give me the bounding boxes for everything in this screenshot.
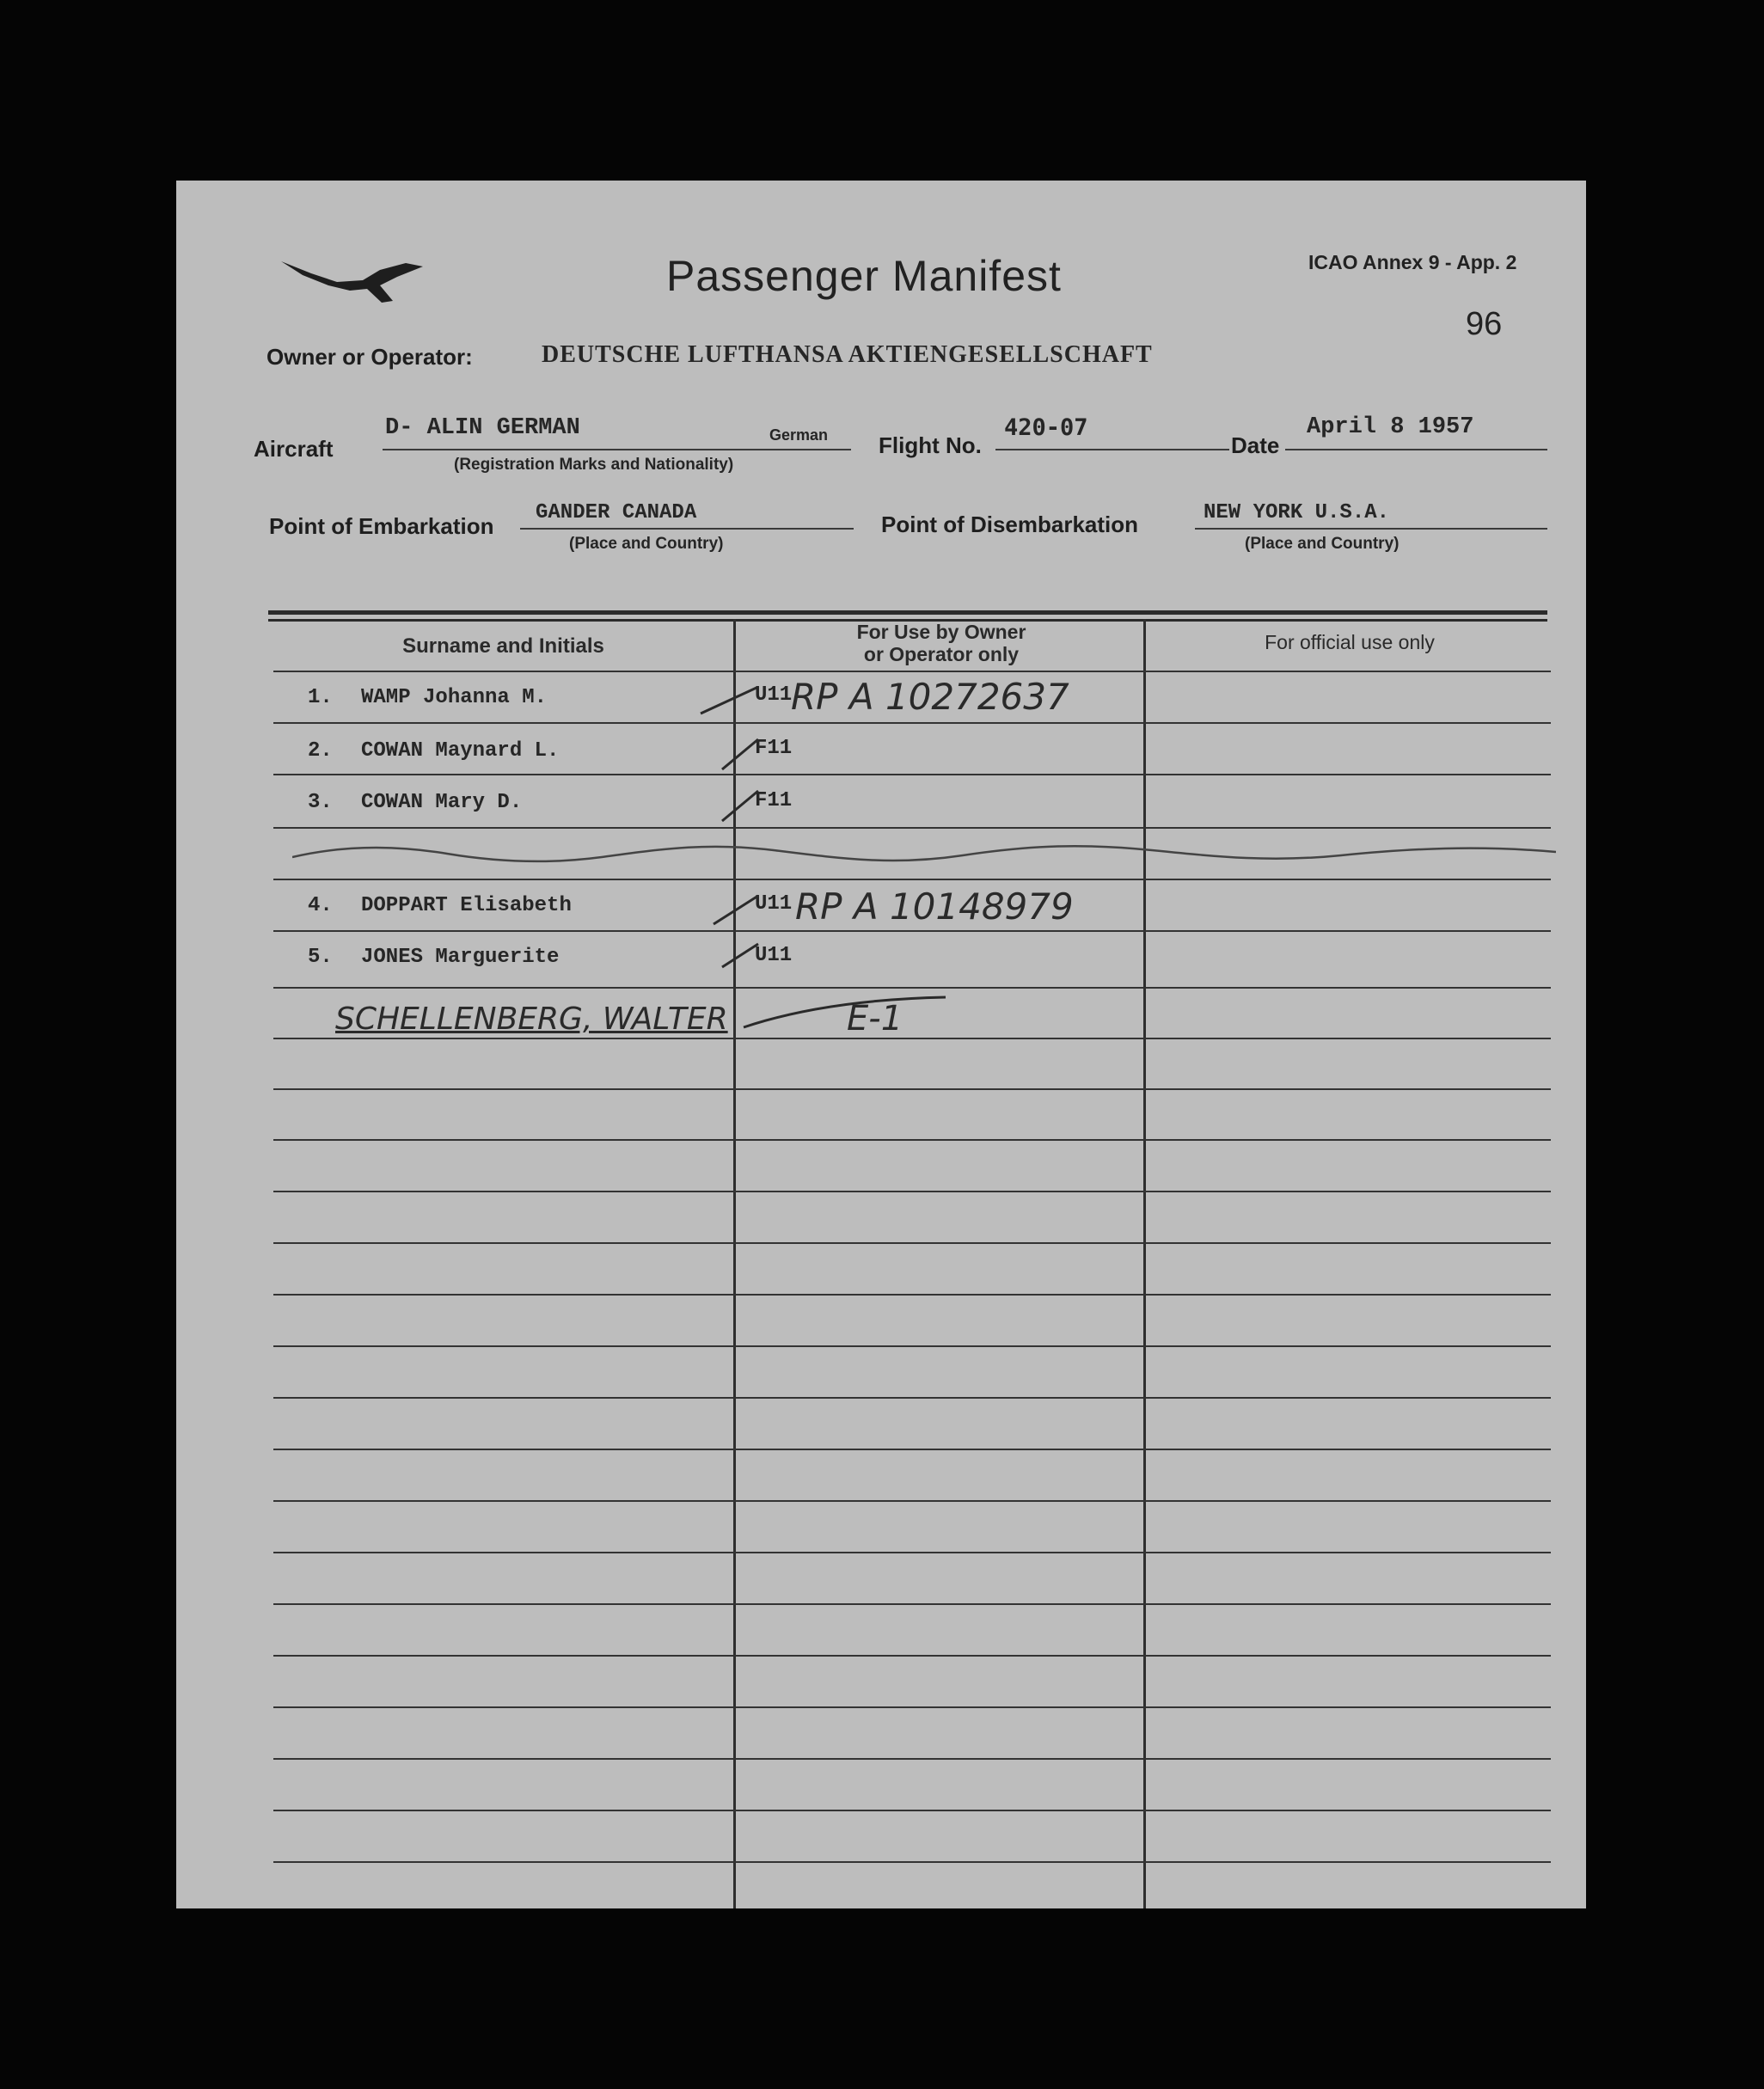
flight-value: 420-07: [1004, 414, 1088, 441]
disembarkation-label: Point of Disembarkation: [881, 512, 1139, 537]
embarkation-label: Point of Embarkation: [269, 513, 494, 539]
wavy-cut-line: [292, 838, 1556, 873]
row-line: [273, 1345, 1551, 1347]
aircraft-caption: (Registration Marks and Nationality): [454, 456, 734, 474]
row-line: [273, 1810, 1551, 1811]
check-marks: [696, 671, 765, 1014]
disembarkation-underline: [1195, 528, 1547, 530]
row-line: [273, 671, 1551, 672]
column-divider-2: [1143, 619, 1146, 1908]
disembarkation-caption: (Place and Country): [1245, 535, 1400, 553]
row-line: [273, 930, 1551, 932]
row-number: 4.: [308, 894, 333, 917]
row-line: [273, 1603, 1551, 1605]
row-line: [273, 879, 1551, 880]
row-line: [273, 1294, 1551, 1296]
handwritten-code: E-1: [847, 999, 903, 1038]
row-line: [273, 1191, 1551, 1192]
passenger-name: JONES Marguerite: [361, 946, 560, 969]
row-line: [273, 827, 1551, 829]
date-underline: [1285, 449, 1547, 450]
aircraft-nationality: German: [769, 426, 829, 444]
row-line: [273, 1861, 1551, 1863]
row-line: [273, 722, 1551, 724]
column-header-owner-2: or Operator only: [863, 643, 1020, 665]
row-line: [273, 1397, 1551, 1399]
handwritten-note: RP A 10148979: [795, 885, 1074, 928]
handwritten-note: RP A 10272637: [791, 676, 1069, 718]
owner-code: F11: [755, 737, 793, 760]
embarkation-underline: [520, 528, 854, 530]
row-line: [273, 1552, 1551, 1553]
table-top-rule: [268, 610, 1547, 615]
date-value: April 8 1957: [1307, 414, 1474, 440]
owner-code: U11: [755, 683, 793, 707]
row-line: [273, 1139, 1551, 1141]
row-line: [273, 774, 1551, 775]
document-title: Passenger Manifest: [666, 252, 1062, 300]
column-header-official: For official use only: [1265, 631, 1435, 653]
crane-logo-icon: [277, 251, 427, 320]
date-label: Date: [1231, 432, 1280, 458]
row-line: [273, 987, 1551, 989]
row-number: 5.: [308, 946, 333, 969]
owner-code: U11: [755, 944, 793, 967]
column-header-name: Surname and Initials: [402, 634, 604, 658]
row-line: [273, 1706, 1551, 1708]
aircraft-registration: D- ALIN GERMAN: [385, 415, 580, 441]
flight-underline: [995, 449, 1229, 450]
owner-code: U11: [755, 892, 793, 916]
row-line: [273, 1655, 1551, 1657]
row-line: [273, 1088, 1551, 1090]
column-header-owner-1: For Use by Owner: [856, 621, 1026, 643]
row-number: 2.: [308, 739, 333, 763]
passenger-name: COWAN Maynard L.: [361, 739, 560, 763]
row-line: [273, 1449, 1551, 1450]
row-number: 1.: [308, 686, 333, 709]
disembarkation-value: NEW YORK U.S.A.: [1204, 501, 1390, 524]
operator-label: Owner or Operator:: [266, 344, 473, 370]
flight-label: Flight No.: [879, 432, 982, 458]
handwritten-name: SCHELLENBERG, WALTER: [335, 1002, 728, 1037]
passenger-name: COWAN Mary D.: [361, 791, 523, 814]
aircraft-label: Aircraft: [254, 436, 334, 462]
embarkation-caption: (Place and Country): [569, 535, 724, 553]
operator-value: DEUTSCHE LUFTHANSA AKTIENGESELLSCHAFT: [542, 341, 1153, 368]
row-line: [273, 1758, 1551, 1760]
row-line: [273, 1242, 1551, 1244]
embarkation-value: GANDER CANADA: [536, 501, 697, 524]
row-line: [273, 1500, 1551, 1502]
aircraft-underline: [383, 449, 851, 450]
passenger-name: DOPPART Elisabeth: [361, 894, 572, 917]
row-number: 3.: [308, 791, 333, 814]
row-line: [273, 1038, 1551, 1039]
icao-reference: ICAO Annex 9 - App. 2: [1308, 251, 1517, 273]
passenger-name: WAMP Johanna M.: [361, 686, 548, 709]
owner-code: F11: [755, 789, 793, 812]
page-number: 96: [1466, 306, 1503, 342]
